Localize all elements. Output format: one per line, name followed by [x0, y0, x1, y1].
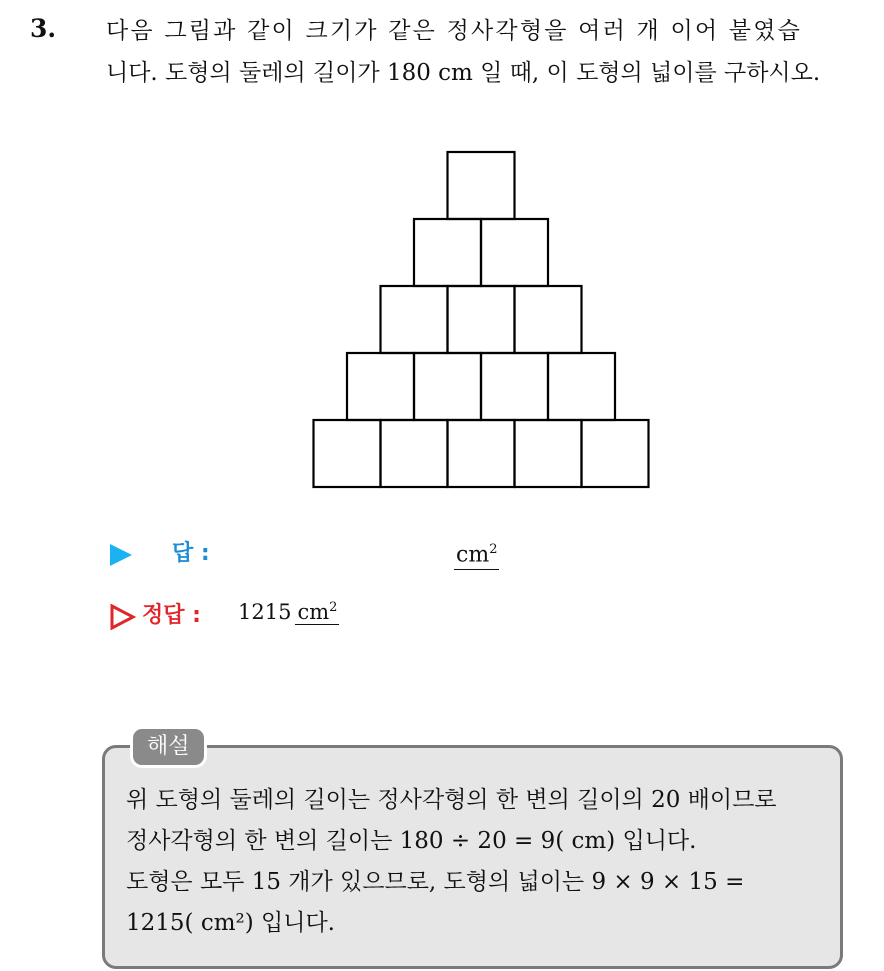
answer-unit-exp: 2 [489, 542, 498, 557]
square-row5-5 [582, 420, 649, 487]
answer-triangle-icon [110, 544, 132, 566]
question-line-1: 다음 그림과 같이 크기가 같은 정사각형을 여러 개 이어 붙였습 [106, 18, 803, 44]
explanation-line-4: 1215( cm²) 입니다. [126, 910, 335, 936]
square-row4-2 [414, 353, 481, 420]
square-row4-3 [481, 353, 548, 420]
square-row3-3 [515, 286, 582, 353]
explanation-line-1: 위 도형의 둘레의 길이는 정사각형의 한 변의 길이의 20 배이므로 [126, 787, 777, 813]
answer-unit: cm [456, 542, 490, 568]
explanation-tab: 해설 [130, 726, 207, 768]
square-row1-1 [448, 152, 515, 219]
square-row4-4 [548, 353, 615, 420]
square-row5-4 [515, 420, 582, 487]
square-row2-2 [481, 219, 548, 286]
explanation-line-2: 정사각형의 한 변의 길이는 180 ÷ 20 = 9( cm) 입니다. [126, 828, 697, 854]
square-row5-2 [381, 420, 448, 487]
square-row3-2 [448, 286, 515, 353]
explanation-text [126, 780, 826, 944]
question-line-2: 니다. 도형의 둘레의 길이가 180 cm 일 때, 이 도형의 넓이를 구하시오. [106, 60, 821, 86]
square-row3-1 [381, 286, 448, 353]
square-row2-1 [414, 219, 481, 286]
question-number: 3. [30, 14, 57, 43]
correct-value [238, 600, 339, 624]
answer-label: 답 : [172, 541, 210, 566]
correct-unit-wrap [295, 600, 339, 625]
square-row4-1 [347, 353, 414, 420]
correct-unit-exp: 2 [329, 600, 338, 615]
correct-label: 정답 : [142, 603, 201, 628]
correct-number: 1215 [238, 600, 292, 624]
explanation-line-3: 도형은 모두 15 개가 있으므로, 도형의 넓이는 9 × 9 × 15 = [126, 869, 745, 895]
square-row5-3 [448, 420, 515, 487]
correct-triangle-icon [110, 604, 136, 630]
correct-unit: cm [297, 600, 330, 624]
answer-blank[interactable] [454, 536, 499, 570]
square-row5-1 [314, 420, 381, 487]
